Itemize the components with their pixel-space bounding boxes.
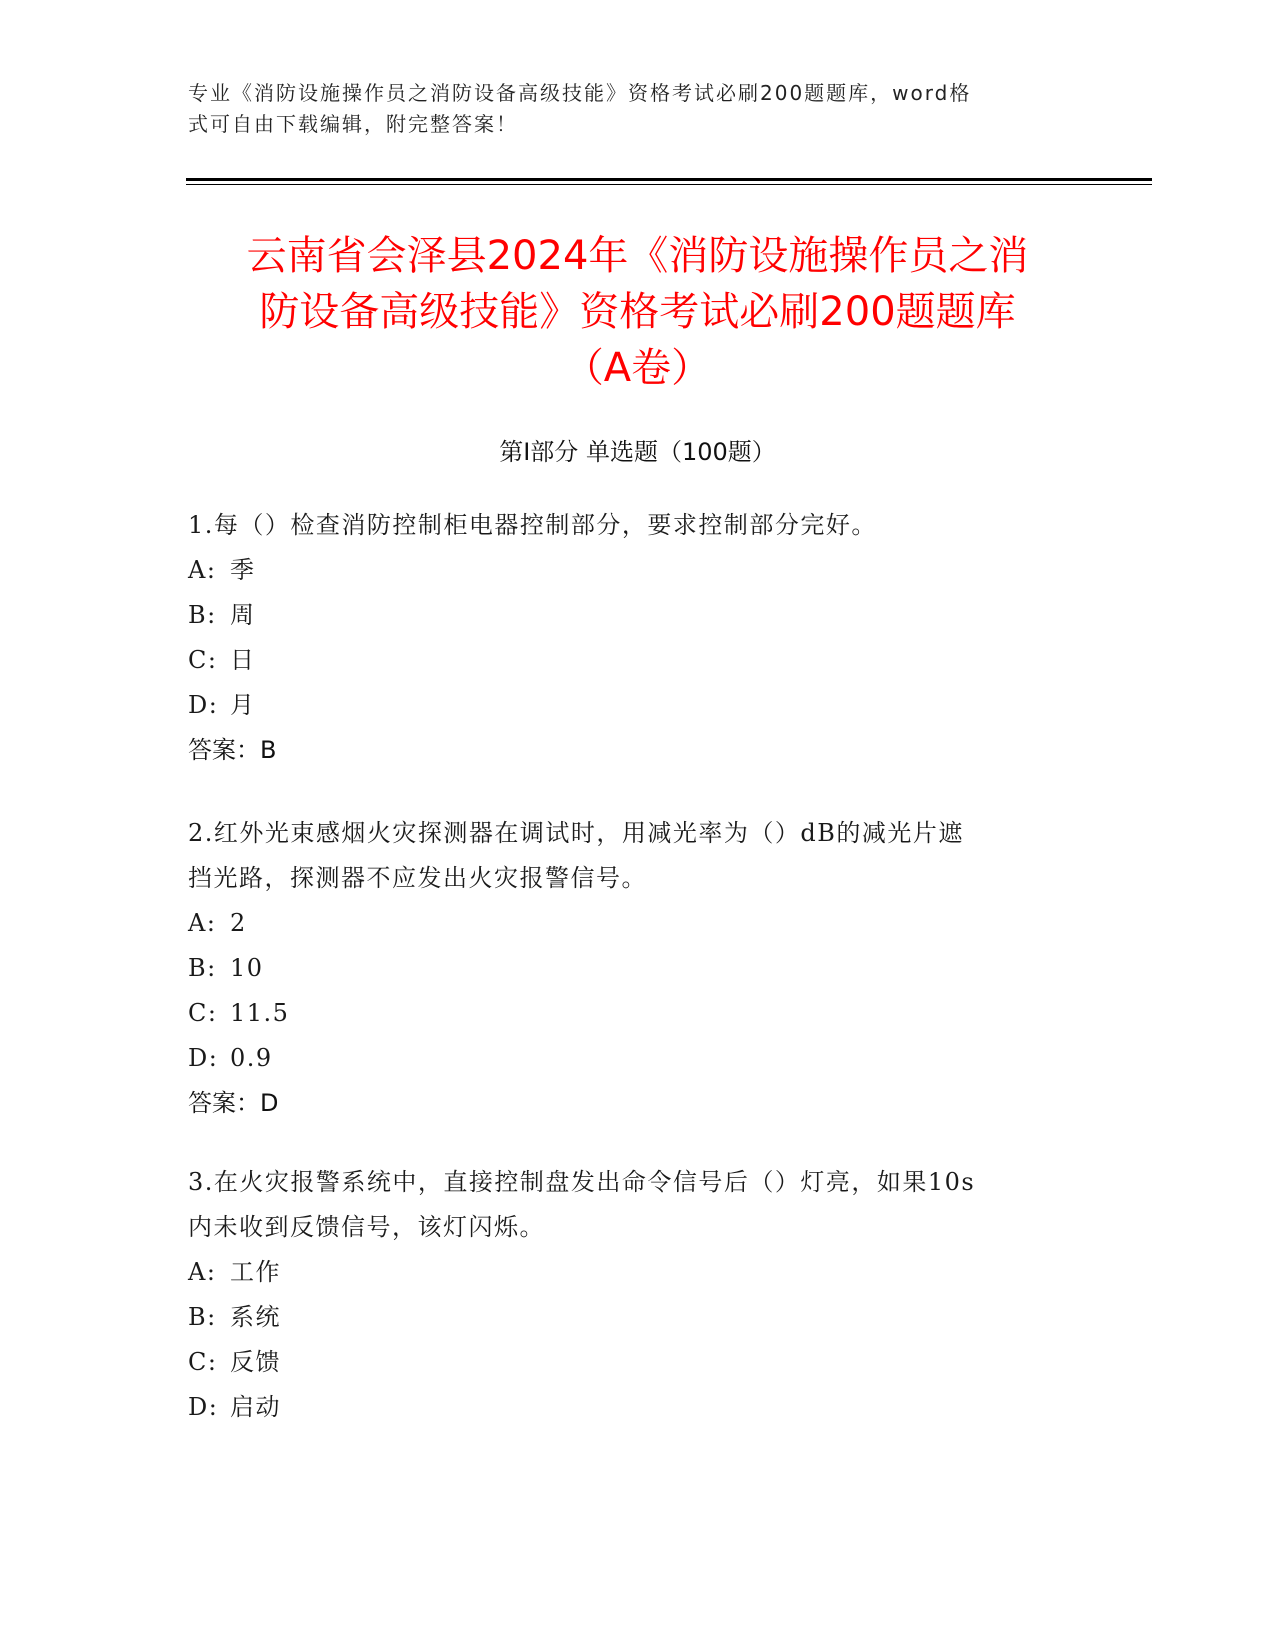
- option-a: [188, 1250, 1068, 1295]
- option-key: B:: [188, 601, 217, 629]
- option-a: [188, 548, 1068, 593]
- option-b: [188, 593, 1068, 638]
- document-title-line-1: 云南省会泽县2024年《消防设施操作员之消: [246, 233, 1029, 279]
- option-d: [188, 683, 1068, 728]
- option-key: C:: [188, 1348, 218, 1376]
- option-text: 工作: [230, 1258, 281, 1286]
- option-text: 月: [230, 691, 256, 719]
- option-text: 启动: [230, 1393, 281, 1421]
- option-text: 0.9: [230, 1044, 273, 1072]
- option-c: [188, 1340, 1068, 1385]
- header-note-line-2: 式可自由下载编辑，附完整答案！: [188, 112, 518, 136]
- question-stem-line-1: 3.在火灾报警系统中，直接控制盘发出命令信号后（）灯亮，如果10s: [188, 1168, 976, 1196]
- option-key: C:: [188, 646, 218, 674]
- option-key: A:: [188, 1258, 217, 1286]
- question-1: [188, 503, 1068, 773]
- section-heading: 第Ⅰ部分 单选题（100题）: [499, 438, 776, 466]
- document-title: [140, 228, 1135, 396]
- option-key: A:: [188, 556, 217, 584]
- option-text: 10: [230, 954, 264, 982]
- question-stem-line-2: 内未收到反馈信号，该灯闪烁。: [188, 1213, 545, 1241]
- option-c: [188, 638, 1068, 683]
- document-title-line-2: 防设备高级技能》资格考试必刷200题题库: [259, 289, 1016, 335]
- option-b: [188, 946, 1068, 991]
- option-key: C:: [188, 999, 218, 1027]
- option-text: 季: [230, 556, 256, 584]
- option-key: D:: [188, 1393, 219, 1421]
- answer: 答案：B: [188, 736, 277, 764]
- question-2: [188, 811, 1068, 1126]
- option-text: 11.5: [230, 999, 290, 1027]
- option-key: B:: [188, 1303, 217, 1331]
- option-text: 日: [230, 646, 256, 674]
- option-key: D:: [188, 1044, 219, 1072]
- header-divider-thick: [186, 178, 1152, 181]
- option-b: [188, 1295, 1068, 1340]
- question-stem-line-1: 2.红外光束感烟火灾探测器在调试时，用减光率为（）dB的减光片遮: [188, 819, 964, 847]
- header-note: [188, 78, 1068, 140]
- option-text: 系统: [230, 1303, 281, 1331]
- question-stem: 1.每（）检查消防控制柜电器控制部分，要求控制部分完好。: [188, 511, 877, 539]
- option-d: [188, 1385, 1068, 1430]
- option-key: B:: [188, 954, 217, 982]
- header-note-line-1: 专业《消防设施操作员之消防设备高级技能》资格考试必刷200题题库，word格: [188, 81, 972, 105]
- option-d: [188, 1036, 1068, 1081]
- option-a: [188, 901, 1068, 946]
- document-title-line-3: （A卷）: [563, 345, 712, 391]
- header-divider-thin: [186, 184, 1152, 185]
- option-text: 反馈: [230, 1348, 281, 1376]
- option-key: D:: [188, 691, 219, 719]
- question-3: [188, 1160, 1068, 1430]
- question-stem-line-2: 挡光路，探测器不应发出火灾报警信号。: [188, 864, 647, 892]
- answer: 答案：D: [188, 1089, 279, 1117]
- option-text: 周: [230, 601, 256, 629]
- option-c: [188, 991, 1068, 1036]
- option-text: 2: [230, 909, 247, 937]
- option-key: A:: [188, 909, 217, 937]
